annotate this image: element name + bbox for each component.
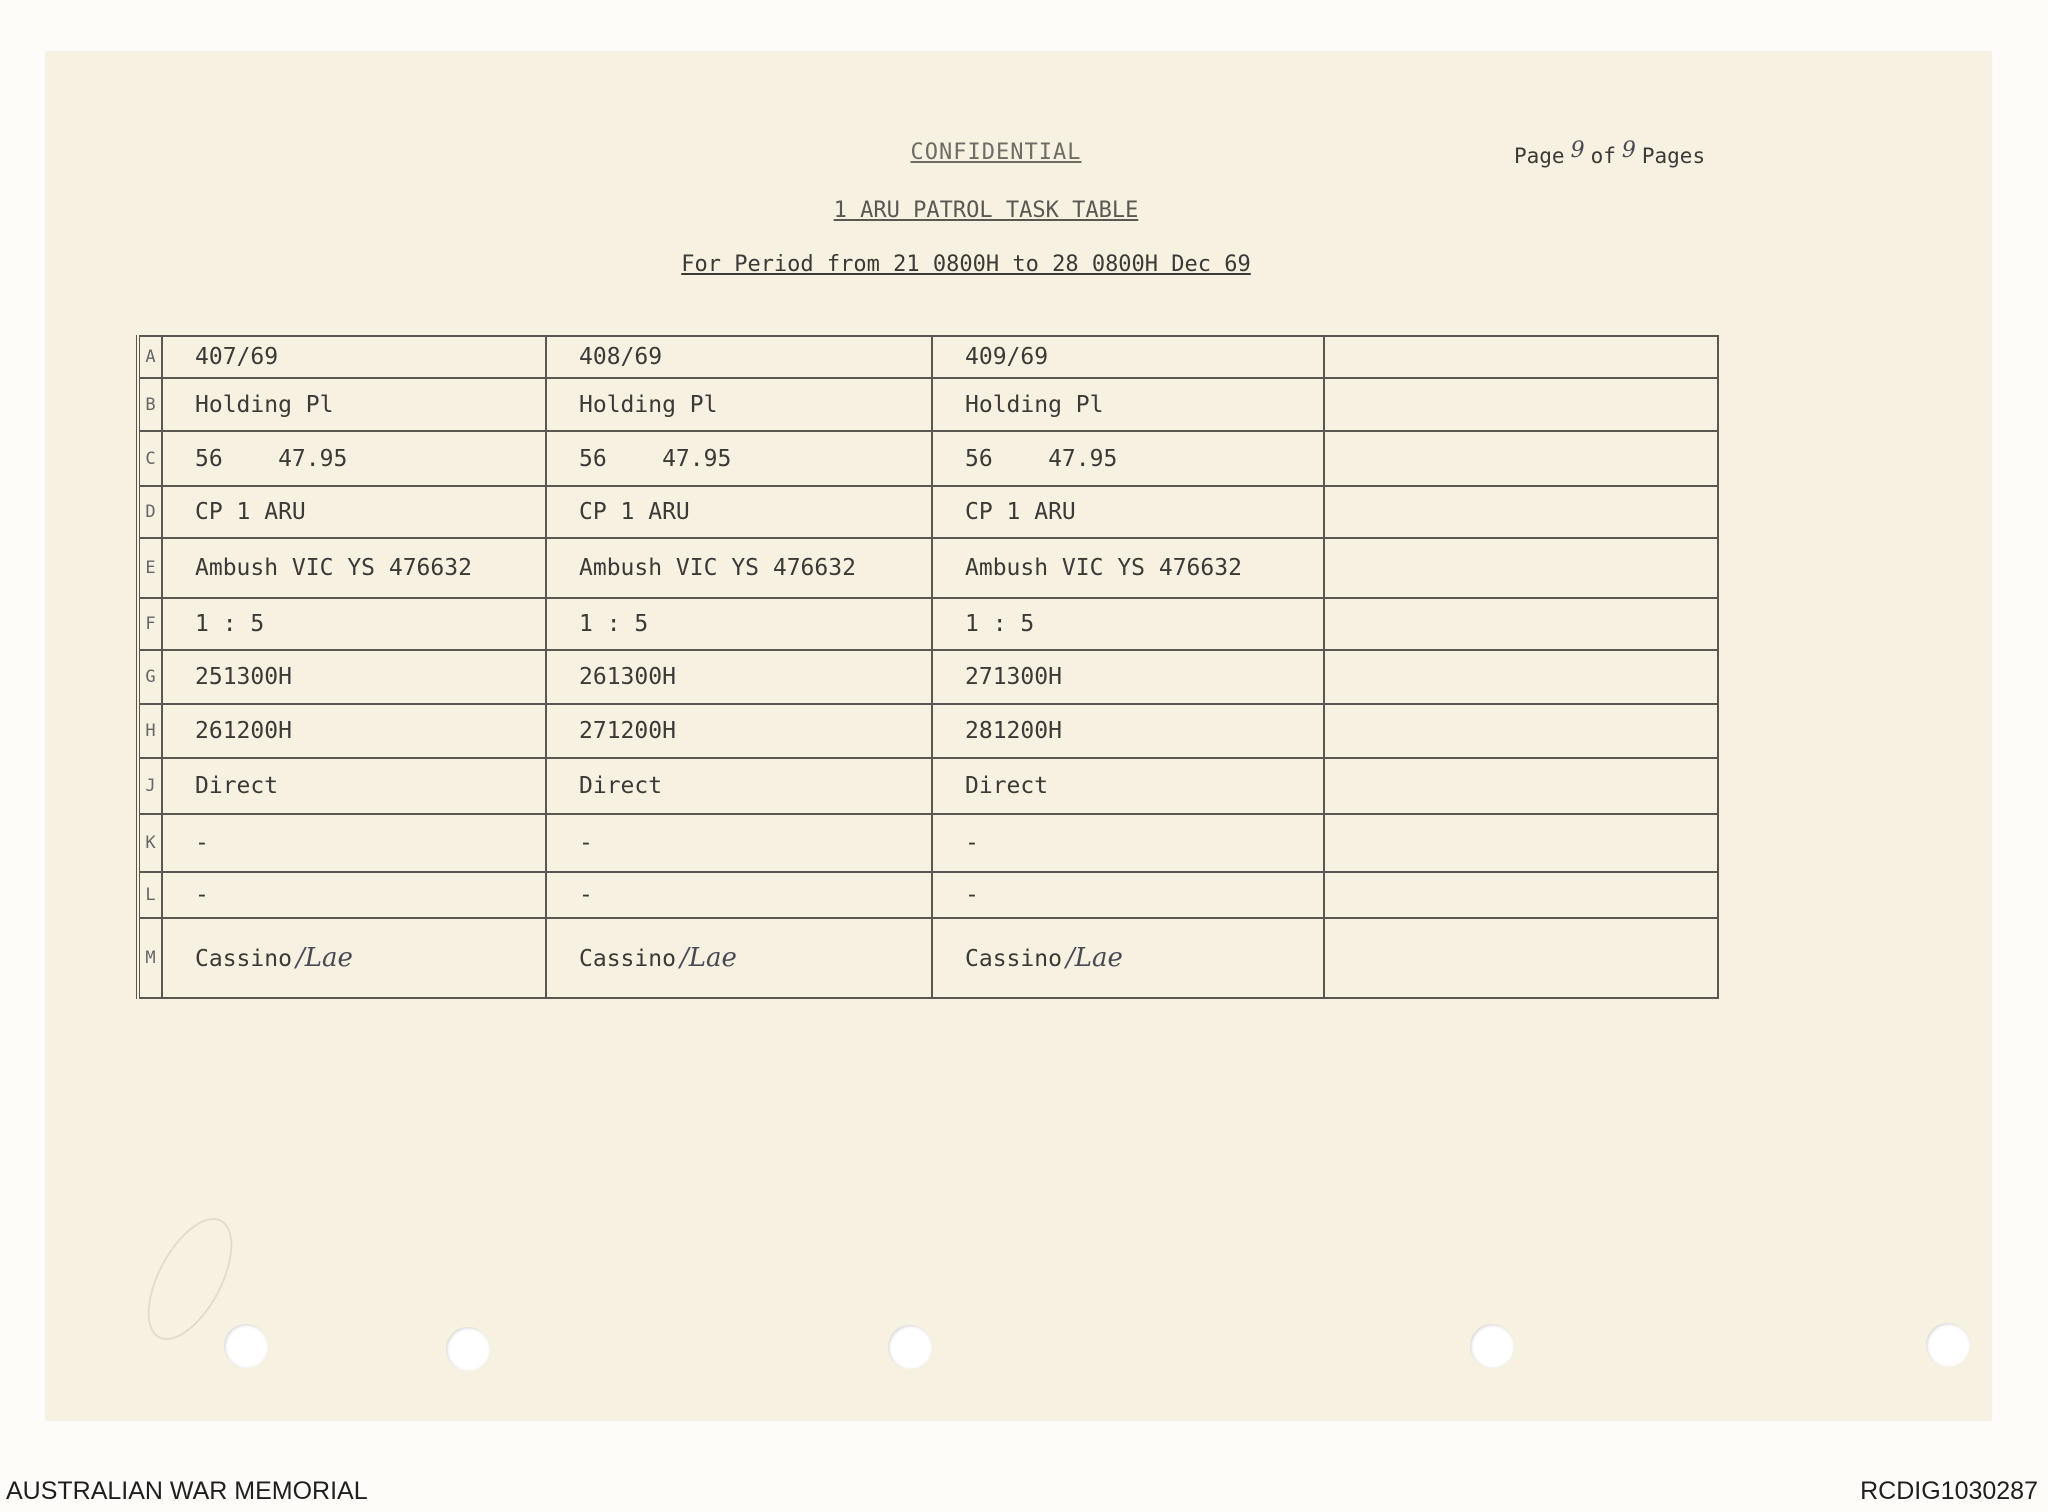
cell-text: 271300H (965, 664, 1062, 690)
row-label: F (138, 598, 162, 650)
table-cell (162, 378, 546, 431)
empty-cell (1324, 872, 1718, 918)
cell-text: CP 1 ARU (965, 499, 1076, 525)
table-body (138, 336, 1718, 998)
cell-text: 261300H (579, 664, 676, 690)
table-cell (162, 758, 546, 814)
period-subtitle: For Period from 21 0800H to 28 0800H Dec 69 (681, 252, 1251, 277)
table-cell (546, 336, 932, 378)
table-row (138, 486, 1718, 538)
handwritten-annotation: /Lae (679, 943, 737, 973)
cell-text: Ambush VIC YS 476632 (579, 555, 856, 581)
cell-text: Direct (579, 773, 663, 799)
cell-text: Holding Pl (965, 391, 1104, 418)
cell-text: 1 : 5 (965, 611, 1035, 637)
cell-text: 261200H (195, 718, 292, 744)
classification-heading: CONFIDENTIAL (910, 140, 1082, 165)
empty-cell (1324, 758, 1718, 814)
page-label: Page (1514, 144, 1565, 168)
empty-cell (1324, 378, 1718, 431)
table-cell (162, 598, 546, 650)
page-total: 9 (1621, 138, 1636, 163)
cell-text: - (965, 830, 979, 856)
empty-cell (1324, 336, 1718, 378)
row-label: G (138, 650, 162, 704)
table-cell (932, 704, 1324, 758)
table-row (138, 336, 1718, 378)
table-cell (546, 814, 932, 872)
row-label: C (138, 431, 162, 486)
page-indicator (1514, 138, 1706, 169)
cell-text: 407/69 (195, 344, 279, 370)
document-page (46, 52, 1991, 1420)
cell-text: 1 : 5 (195, 611, 265, 637)
table-cell (546, 872, 932, 918)
cell-text: Direct (195, 773, 279, 799)
punch-hole (1926, 1323, 1970, 1367)
table-row (138, 431, 1718, 486)
table-row (138, 872, 1718, 918)
handwritten-annotation: /Lae (295, 943, 353, 973)
archive-identifier: RCDIG1030287 (1860, 1477, 2038, 1505)
cell-text: - (195, 830, 209, 856)
row-label: A (138, 336, 162, 378)
cell-text: 251300H (195, 664, 292, 690)
table-cell (546, 486, 932, 538)
empty-cell (1324, 918, 1718, 998)
cell-text: Cassino (195, 946, 292, 972)
table-cell (162, 486, 546, 538)
table-cell (932, 486, 1324, 538)
table-cell (932, 598, 1324, 650)
table-cell (932, 431, 1324, 486)
table-cell (932, 378, 1324, 431)
cell-text: Cassino (579, 946, 676, 972)
cell-text: CP 1 ARU (579, 499, 690, 525)
punch-hole (888, 1325, 932, 1369)
cell-text: Holding Pl (579, 391, 718, 418)
row-label: E (138, 538, 162, 598)
table-cell (546, 538, 932, 598)
patrol-task-table (136, 335, 1719, 999)
page-number: 9 (1570, 138, 1585, 163)
cell-text: Ambush VIC YS 476632 (965, 555, 1242, 581)
table-cell (162, 650, 546, 704)
pages-label: Pages (1641, 144, 1706, 168)
cell-text: 56 47.95 (195, 445, 348, 472)
table-row (138, 538, 1718, 598)
cell-text: - (579, 830, 593, 856)
empty-cell (1324, 704, 1718, 758)
row-label: H (138, 704, 162, 758)
table-cell (546, 598, 932, 650)
row-label: D (138, 486, 162, 538)
table-row (138, 598, 1718, 650)
cell-text: Ambush VIC YS 476632 (195, 555, 472, 581)
empty-cell (1324, 650, 1718, 704)
table-cell (162, 814, 546, 872)
table-row (138, 758, 1718, 814)
table-cell (546, 918, 932, 998)
row-label: K (138, 814, 162, 872)
table-row (138, 918, 1718, 998)
cell-text: 56 47.95 (579, 445, 732, 472)
table-cell (546, 378, 932, 431)
table-cell (932, 918, 1324, 998)
cell-text: 271200H (579, 718, 676, 744)
table-cell (162, 918, 546, 998)
table-cell (546, 704, 932, 758)
row-label: B (138, 378, 162, 431)
table-row (138, 650, 1718, 704)
table-row (138, 704, 1718, 758)
cell-text: 409/69 (965, 344, 1049, 370)
table-row (138, 378, 1718, 431)
table-cell (546, 758, 932, 814)
table-cell (932, 814, 1324, 872)
empty-cell (1324, 598, 1718, 650)
punch-hole (1470, 1324, 1514, 1368)
empty-cell (1324, 814, 1718, 872)
empty-cell (1324, 486, 1718, 538)
cell-text: 1 : 5 (579, 611, 649, 637)
archive-credit: AUSTRALIAN WAR MEMORIAL (6, 1477, 368, 1505)
cell-text: Direct (965, 773, 1049, 799)
table-cell (932, 650, 1324, 704)
cell-text: Holding Pl (195, 391, 334, 418)
cell-text: - (195, 882, 209, 908)
row-label: M (138, 918, 162, 998)
document-title: 1 ARU PATROL TASK TABLE (833, 198, 1139, 223)
table-cell (932, 758, 1324, 814)
table-cell (932, 538, 1324, 598)
cell-text: 56 47.95 (965, 445, 1118, 472)
page-of-label: of (1590, 144, 1616, 168)
table-cell (162, 872, 546, 918)
table-cell (162, 704, 546, 758)
empty-cell (1324, 538, 1718, 598)
row-label: J (138, 758, 162, 814)
cell-text: CP 1 ARU (195, 499, 306, 525)
cell-text: - (965, 882, 979, 908)
cell-text: 281200H (965, 718, 1062, 744)
cell-text: Cassino (965, 946, 1062, 972)
handwritten-annotation: /Lae (1065, 943, 1123, 973)
table-cell (546, 431, 932, 486)
empty-cell (1324, 431, 1718, 486)
cell-text: - (579, 882, 593, 908)
punch-hole (446, 1327, 490, 1371)
table-cell (162, 431, 546, 486)
table-cell (546, 650, 932, 704)
table-cell (162, 336, 546, 378)
table-cell (932, 336, 1324, 378)
punch-hole (224, 1324, 268, 1368)
table-row (138, 814, 1718, 872)
cell-text: 408/69 (579, 344, 663, 370)
table-cell (932, 872, 1324, 918)
table-cell (162, 538, 546, 598)
row-label: L (138, 872, 162, 918)
